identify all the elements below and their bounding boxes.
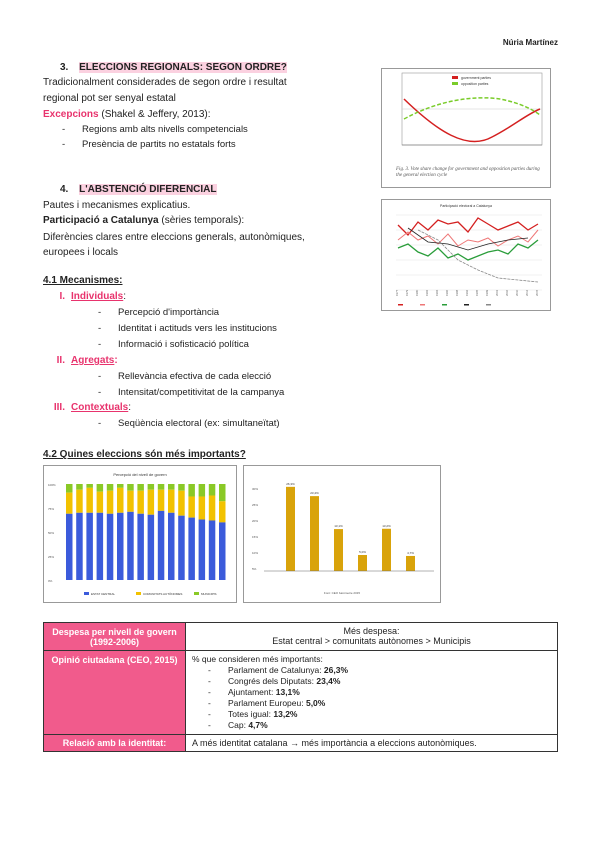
row-label-identity: Relació amb la identitat: — [44, 735, 186, 752]
section-4-1-title: 4.1 Mecanismes: — [43, 275, 123, 286]
stacked-bar-segment — [178, 491, 185, 516]
bar-label: 13,1% — [334, 524, 343, 529]
opinion-item: - Congrés dels Diputats: 23,4% — [208, 676, 341, 686]
svg-text:2010: 2010 — [515, 289, 519, 296]
stacked-bar-segment — [76, 490, 83, 513]
stacked-bar-segment — [209, 520, 216, 580]
exceptions-ref: (Shakel & Jeffery, 2013): — [98, 109, 211, 120]
stacked-bar-segment — [199, 484, 206, 496]
svg-text:15%: 15% — [252, 535, 259, 539]
svg-text:1992: 1992 — [465, 289, 469, 296]
participation-label: Participació a Catalunya — [43, 215, 159, 226]
svg-text:100%: 100% — [48, 483, 56, 487]
mechanism-item: - Rellevància efectiva de cada elecció — [98, 371, 272, 382]
stacked-bar-segment — [86, 488, 93, 513]
importance-bar — [382, 529, 391, 571]
svg-text:2012: 2012 — [525, 289, 529, 296]
figure-source: Font: CEO baròmetre 2015 — [323, 591, 361, 595]
mechanism-group-individual: I. Individuals: — [59, 291, 127, 302]
figure-importance-bars — [243, 465, 441, 603]
svg-text:1982: 1982 — [425, 289, 429, 296]
section-4-number: 4. — [60, 184, 69, 195]
bar-label: 23,4% — [310, 491, 319, 496]
stacked-bar-segment — [188, 518, 195, 580]
stacked-bar-segment — [178, 484, 185, 491]
svg-text:20%: 20% — [252, 519, 259, 523]
section-3-title: ELECCIONS REGIONALS: SEGON ORDRE? — [79, 62, 287, 73]
legend-label: government parties — [461, 76, 491, 80]
svg-text:1984: 1984 — [435, 289, 439, 296]
legend-label: opposition parties — [461, 82, 489, 86]
mechanism-item: - Informació i sofisticació política — [98, 339, 249, 350]
opinion-item: - Ajuntament: 13,1% — [208, 687, 300, 697]
participation-line — [43, 214, 244, 228]
stacked-bar-segment — [168, 484, 175, 490]
spending-text: Estat central > comunitats autònomes > Municipis — [272, 636, 471, 646]
row-content-opinion — [186, 651, 558, 735]
svg-text:2003: 2003 — [495, 289, 499, 296]
row-label-opinion: Opinió ciutadana (CEO, 2015) — [44, 651, 186, 735]
bar-label: 4,7% — [407, 550, 414, 555]
legend-label: MUNICIPIS — [201, 592, 217, 596]
stacked-bar-segment — [117, 513, 124, 580]
stacked-bar-segment — [199, 520, 206, 580]
mechanism-item: - Seqüència electoral (ex: simultaneïtat) — [98, 418, 280, 429]
legend-label: COMUNITATS AUTÒNOMES — [143, 592, 183, 596]
stacked-bar-segment — [148, 484, 155, 490]
opinion-item: - Parlament Europeu: 5,0% — [208, 698, 326, 708]
stacked-bar-segment — [209, 484, 216, 496]
stacked-bar-segment — [137, 491, 144, 514]
svg-text:75%: 75% — [48, 507, 55, 511]
figure-caption: Fig. 3. Vote share change for government and opposition parties during the general election cycle — [396, 167, 540, 178]
bar-label: 13,2% — [382, 523, 391, 528]
figure-stacked-bars — [43, 465, 237, 603]
svg-text:1977: 1977 — [395, 289, 399, 296]
table-row — [44, 735, 558, 752]
svg-text:30%: 30% — [252, 487, 259, 491]
spending-title: Més despesa: — [343, 626, 400, 636]
svg-text:2015: 2015 — [535, 289, 539, 296]
svg-text:1980: 1980 — [415, 289, 419, 296]
row-content-spending — [186, 623, 558, 651]
stacked-bar-segment — [158, 484, 165, 490]
svg-text:10%: 10% — [252, 551, 259, 555]
stacked-bar-segment — [127, 491, 134, 512]
stacked-bar-segment — [127, 484, 134, 491]
row-content-identity: A més identitat catalana → més importància a eleccions autonòmiques. — [186, 735, 558, 752]
stacked-bar-segment — [66, 493, 73, 514]
importance-bar — [358, 555, 367, 571]
stacked-bar-segment — [76, 513, 83, 580]
bar-label: 26,3% — [286, 481, 295, 486]
importance-bar — [286, 487, 295, 571]
exception-item: - Presència de partits no estatals forts — [62, 139, 236, 150]
importance-bar — [334, 529, 343, 571]
section-3-heading — [60, 62, 287, 73]
importance-bar — [310, 496, 319, 571]
svg-text:25%: 25% — [252, 503, 259, 507]
opinion-list — [192, 665, 551, 731]
svg-text:2006: 2006 — [505, 289, 509, 296]
svg-text:1986: 1986 — [445, 289, 449, 296]
mechanism-group-aggregate: II. Agregats: — [56, 355, 118, 366]
exceptions-label: Excepcions — [43, 109, 99, 120]
stacked-bar-segment — [107, 514, 114, 580]
row-label-spending: Despesa per nivell de govern (1992-2006) — [44, 623, 186, 651]
opinion-item: - Parlament de Catalunya: 26,3% — [208, 665, 349, 675]
exceptions-line — [43, 108, 211, 122]
stacked-bar-segment — [107, 491, 114, 514]
stacked-bar-segment — [178, 516, 185, 580]
stacked-bar-segment — [107, 484, 114, 491]
svg-text:0%: 0% — [48, 579, 53, 583]
stacked-bar-segment — [76, 484, 83, 490]
summary-table — [43, 622, 558, 752]
bar-label: 5,0% — [359, 550, 366, 554]
figure-participation-series — [381, 199, 551, 311]
svg-text:1988: 1988 — [455, 289, 459, 296]
section-4-text-4: europees i locals — [43, 247, 119, 258]
table-row — [44, 651, 558, 735]
mechanism-group-contextual: III. Contextuals: — [53, 402, 132, 413]
section-4-2-title: 4.2 Quines eleccions són més importants? — [43, 449, 246, 460]
section-4-title: L'ABSTENCIÓ DIFERENCIAL — [79, 184, 217, 195]
author-name: Núria Martínez — [502, 38, 558, 47]
section-4-text-1: Pautes i mecanismes explicatius. — [43, 200, 191, 211]
legend-label: ESTAT CENTRAL — [91, 592, 116, 596]
mechanism-item: - Intensitat/competitivitat de la campanya — [98, 387, 285, 398]
section-4-text-3: Diferències clares entre eleccions generals, autonòmiques, — [43, 232, 305, 243]
figure-title: Participació electoral a Catalunya — [440, 204, 492, 208]
stacked-bar-segment — [209, 496, 216, 521]
stacked-bar-segment — [168, 513, 175, 580]
opinion-item: - Totes igual: 13,2% — [208, 709, 298, 719]
figure-vote-share-curves — [381, 68, 551, 188]
importance-bar — [406, 556, 415, 571]
stacked-bar-segment — [137, 514, 144, 580]
section-4-heading — [60, 184, 217, 195]
participation-rest: (sèries temporals): — [158, 215, 245, 226]
stacked-bar-segment — [188, 496, 195, 517]
stacked-bar-segment — [66, 484, 73, 493]
stacked-bar-segment — [86, 484, 93, 488]
stacked-bar-segment — [148, 515, 155, 580]
stacked-bar-segment — [219, 484, 226, 501]
svg-text:25%: 25% — [48, 555, 55, 559]
opinion-intro: % que consideren més importants: — [192, 654, 323, 664]
exception-item: - Regions amb alts nivells competencials — [62, 124, 248, 135]
stacked-bar-segment — [97, 492, 104, 513]
stacked-bar-segment — [97, 484, 104, 492]
stacked-bar-segment — [127, 512, 134, 580]
section-3-number: 3. — [60, 62, 69, 73]
mechanism-item: - Percepció d'importància — [98, 307, 220, 318]
svg-text:50%: 50% — [48, 531, 55, 535]
svg-text:5%: 5% — [252, 567, 257, 571]
svg-text:1995: 1995 — [475, 289, 479, 296]
mechanism-item: - Identitat i actituds vers les institucions — [98, 323, 277, 334]
stacked-bar-segment — [158, 490, 165, 511]
stacked-bar-segment — [188, 484, 195, 496]
svg-text:1979: 1979 — [405, 289, 409, 296]
stacked-bar-segment — [117, 488, 124, 513]
stacked-bar-segment — [148, 490, 155, 515]
opinion-item: - Cap: 4,7% — [208, 720, 268, 730]
stacked-bar-segment — [117, 484, 124, 488]
section-3-text-1: Tradicionalment considerades de segon ordre i resultat — [43, 77, 287, 88]
stacked-bar-segment — [168, 490, 175, 513]
stacked-bar-segment — [219, 501, 226, 522]
figure-title: Percepció del nivell de govern — [113, 472, 167, 477]
stacked-bar-segment — [199, 496, 206, 519]
svg-text:1999: 1999 — [485, 289, 489, 296]
stacked-bar-segment — [86, 513, 93, 580]
stacked-bar-segment — [137, 484, 144, 491]
section-3-text-2: regional pot ser senyal estatal — [43, 93, 176, 104]
table-row — [44, 623, 558, 651]
stacked-bar-segment — [66, 514, 73, 580]
stacked-bar-segment — [97, 513, 104, 580]
stacked-bar-segment — [158, 511, 165, 580]
stacked-bar-segment — [219, 522, 226, 580]
